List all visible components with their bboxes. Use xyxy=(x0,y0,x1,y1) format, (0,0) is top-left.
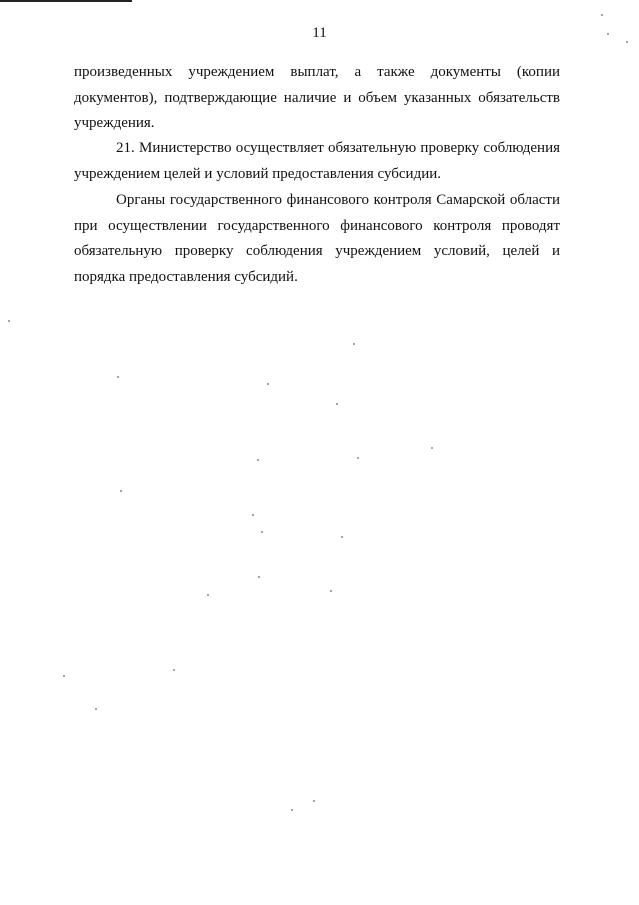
scan-speck xyxy=(607,33,609,35)
scan-speck xyxy=(258,576,260,578)
scan-speck xyxy=(95,708,97,710)
paragraph-continued: произведенных учреждением выплат, а также документы (копии документов), подтверждающие наличие и объем указанных обязательств учреждения. xyxy=(74,64,560,131)
scan-speck xyxy=(357,457,359,459)
scan-speck xyxy=(267,383,269,385)
scan-speck xyxy=(8,320,10,322)
scan-speck xyxy=(63,675,65,677)
paragraph-clause-21: 21. Министерство осуществляет обязательную проверку соблюдения учреждением целей и условий предоставления субсидии. xyxy=(74,140,560,182)
scan-speck xyxy=(257,459,259,461)
scan-speck xyxy=(431,447,433,449)
scan-speck xyxy=(120,490,122,492)
scan-speck xyxy=(626,41,628,43)
scan-speck xyxy=(353,343,355,345)
scan-speck xyxy=(341,536,343,538)
scan-speck xyxy=(117,376,119,378)
scan-speck xyxy=(336,403,338,405)
scan-speck xyxy=(313,800,315,802)
scan-speck xyxy=(252,514,254,516)
scan-speck xyxy=(291,809,293,811)
paragraph-financial-control: Органы государственного финансового контроля Самарской области при осуществлении государственного финансового контроля проводят обязательную проверку соблюдения учреждением условий, целей и порядка предоставления субсидий. xyxy=(74,192,560,285)
scan-speck xyxy=(207,594,209,596)
scan-speck xyxy=(330,590,332,592)
page-number: 11 xyxy=(312,25,327,41)
scan-speck xyxy=(601,14,603,16)
scan-speck xyxy=(261,531,263,533)
scan-edge-mark xyxy=(0,0,132,2)
scan-speck xyxy=(173,669,175,671)
